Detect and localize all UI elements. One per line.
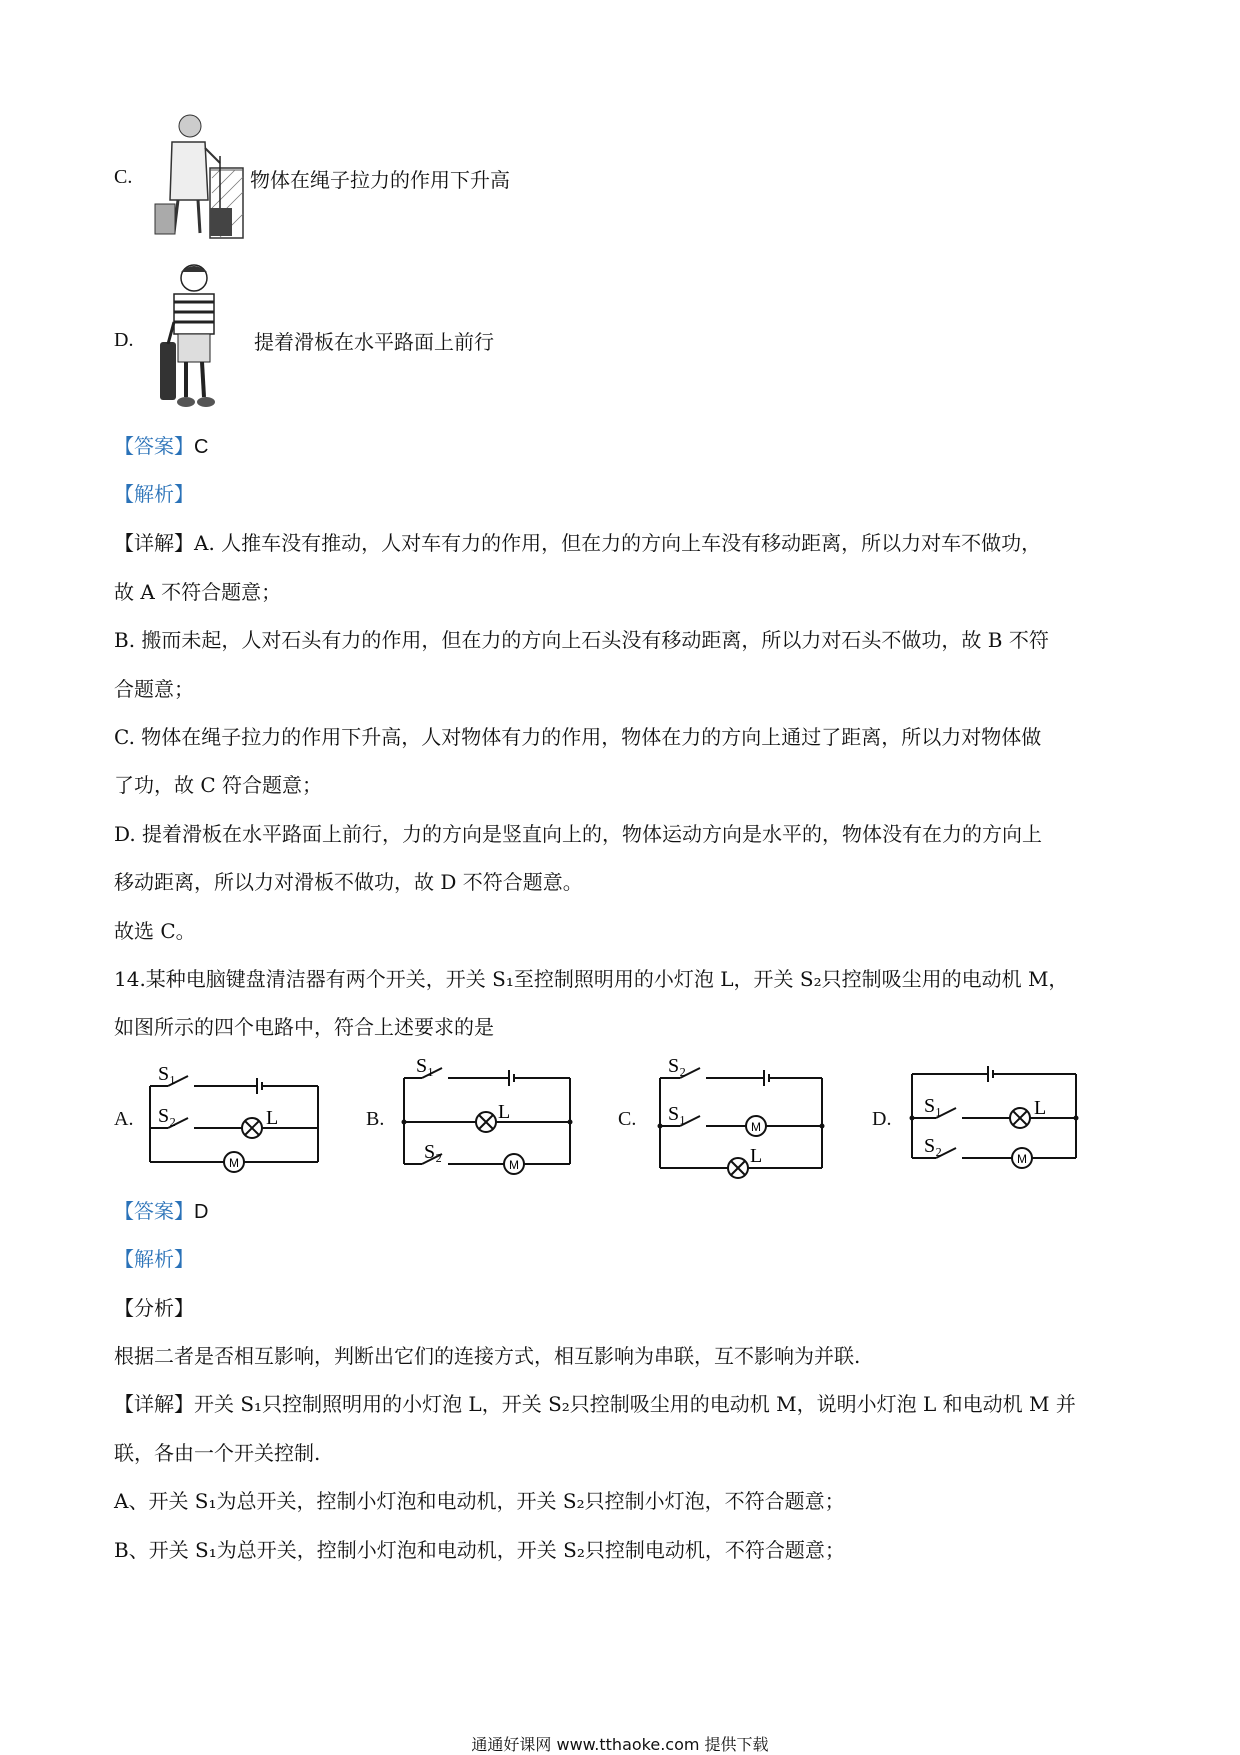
circuit-a-motor: M — [229, 1156, 239, 1170]
detail2-line-1: 【详解】开关 S₁只控制照明用的小灯泡 L，开关 S₂只控制吸尘用的电动机 M，说明小灯泡 L 和电动机 M 并 — [114, 1392, 1076, 1416]
circuit-d-motor: M — [1017, 1152, 1027, 1166]
circuit-c-lamp: L — [750, 1145, 763, 1167]
circuit-b-s2: S₂ — [424, 1141, 443, 1163]
detail1-line-1: 故 A 不符合题意； — [114, 580, 282, 604]
boy-with-skateboard-image — [158, 262, 230, 412]
detail1-line-2: B. 搬而未起，人对石头有力的作用，但在力的方向上石头没有移动距离，所以力对石头不做功，故 B 不符 — [114, 628, 1049, 652]
detail1-line-3: 合题意； — [114, 677, 194, 701]
option-c-letter: C. — [114, 166, 133, 188]
circuit-a — [140, 1058, 330, 1178]
circuit-b-s1: S₁ — [416, 1055, 435, 1077]
option-d-letter: D. — [114, 329, 134, 351]
circuit-d — [900, 1058, 1090, 1178]
circuit-c-s1: S₁ — [668, 1103, 687, 1125]
detail1-line-7: 移动距离，所以力对滑板不做功，故 D 不符合题意。 — [114, 870, 583, 894]
detail1-line-5: 了功，故 C 符合题意； — [114, 773, 323, 797]
circuit-c — [646, 1054, 836, 1184]
detail1-line-4: C. 物体在绳子拉力的作用下升高，人对物体有力的作用，物体在力的方向上通过了距离，所以力对物体做 — [114, 725, 1042, 749]
circuit-d-letter: D. — [872, 1108, 892, 1130]
man-pulling-rope-image — [150, 108, 245, 240]
circuit-d-s2: S₂ — [924, 1135, 943, 1157]
option-c-text: 物体在绳子拉力的作用下升高 — [250, 168, 510, 192]
circuit-d-lamp: L — [1034, 1097, 1047, 1119]
circuit-c-s2: S₂ — [668, 1055, 687, 1077]
analysis-label-1: 【解析】 — [114, 482, 194, 506]
circuit-c-motor: M — [751, 1120, 761, 1134]
detail1-line-0: 【详解】A. 人推车没有推动，人对车有力的作用，但在力的方向上车没有移动距离，所以力对车不做功， — [114, 531, 1042, 555]
circuit-a-s1: S₁ — [158, 1063, 177, 1085]
circuit-b — [392, 1050, 582, 1176]
detail1-line-6: D. 提着滑板在水平路面上前行，力的方向是竖直向上的，物体运动方向是水平的，物体没有在力的方向上 — [114, 822, 1043, 846]
question14-line-1: 如图所示的四个电路中，符合上述要求的是 — [114, 1015, 494, 1039]
detail1-line-8: 故选 C。 — [114, 919, 196, 943]
analysis-label-2: 【解析】 — [114, 1247, 194, 1271]
circuit-b-letter: B. — [366, 1108, 385, 1130]
option-d-text: 提着滑板在水平路面上前行 — [254, 330, 494, 354]
circuit-a-lamp: L — [266, 1107, 279, 1129]
question14-line-0: 14.某种电脑键盘清洁器有两个开关，开关 S₁至控制照明用的小灯泡 L，开关 S₂只控制吸尘用的电动机 M， — [114, 967, 1069, 991]
circuit-a-letter: A. — [114, 1108, 134, 1130]
detail2-line-3: A、开关 S₁为总开关，控制小灯泡和电动机，开关 S₂只控制小灯泡，不符合题意； — [114, 1489, 845, 1513]
circuit-b-lamp: L — [498, 1101, 511, 1123]
circuit-c-letter: C. — [618, 1108, 637, 1130]
circuit-b-motor: M — [509, 1158, 519, 1172]
circuit-a-s2: S₂ — [158, 1105, 177, 1127]
analysis-sub-label: 【分析】 — [114, 1296, 194, 1320]
detail2-line-0: 根据二者是否相互影响，判断出它们的连接方式，相互影响为串联，互不影响为并联. — [114, 1344, 861, 1368]
answer-line-1: 【答案】C — [114, 434, 209, 458]
page-footer: 通通好课网 www.tthaoke.com 提供下载 — [471, 1735, 769, 1754]
circuit-d-s1: S₁ — [924, 1095, 943, 1117]
detail2-line-4: B、开关 S₁为总开关，控制小灯泡和电动机，开关 S₂只控制电动机，不符合题意； — [114, 1538, 845, 1562]
detail2-line-2: 联，各由一个开关控制. — [114, 1441, 321, 1465]
answer-line-2: 【答案】D — [114, 1199, 209, 1223]
